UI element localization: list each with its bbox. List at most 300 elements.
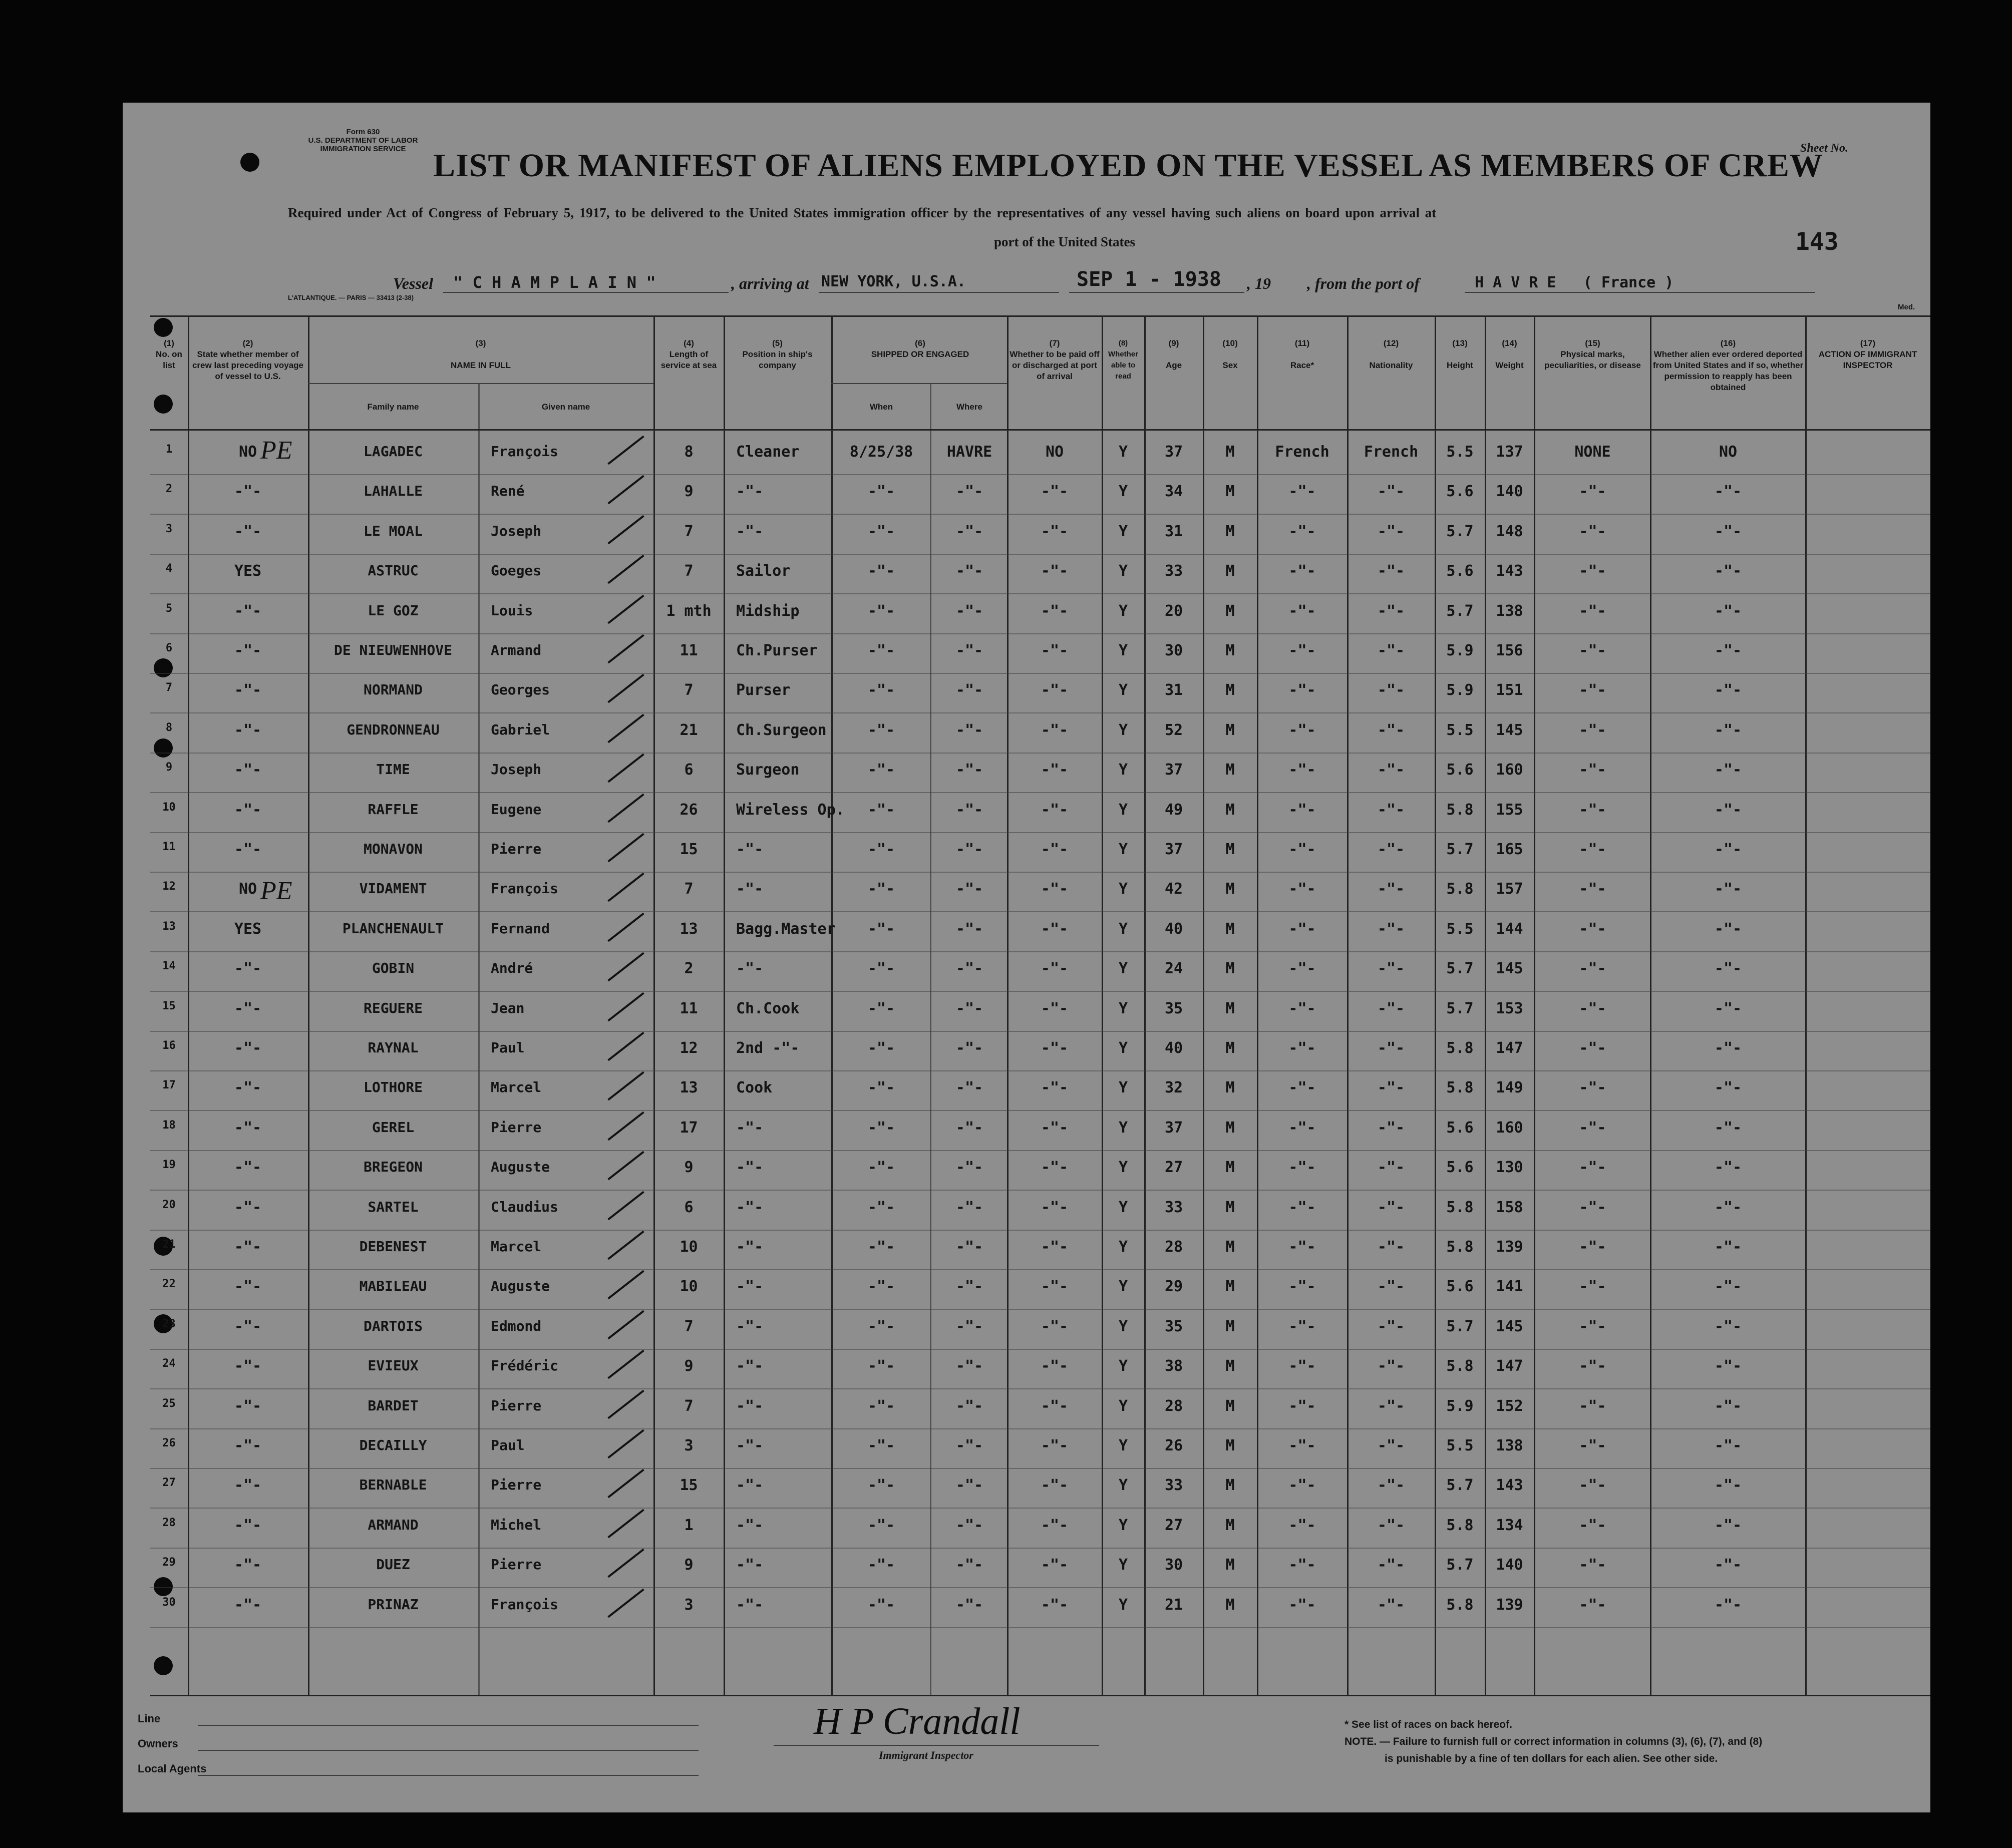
cell-race: -"- [1288,1198,1316,1216]
cell-given: Joseph [491,522,542,539]
cell-height: 5.7 [1446,1476,1474,1495]
cell-given: Fernand [491,920,550,937]
cell-length: 2 [684,960,694,978]
cell-weight: 152 [1496,1397,1523,1415]
cell-sex: M [1225,522,1235,540]
cell-position: -"- [736,1437,764,1454]
cell-paid: -"- [1041,483,1069,501]
cell-race: -"- [1288,1039,1316,1057]
cell-length: 21 [680,721,698,739]
cell-weight: 160 [1496,761,1523,779]
cell-no: 12 [162,880,176,893]
cell-nationality: -"- [1377,1556,1405,1574]
cell-length: 8 [684,443,694,461]
cell-paid: -"- [1041,1516,1069,1534]
cell-paid: -"- [1041,602,1069,620]
cell-deported: -"- [1714,999,1742,1017]
cell-read: Y [1118,721,1128,739]
cell-weight: 153 [1496,999,1523,1017]
cell-sex: M [1225,1238,1235,1256]
cell-height: 5.6 [1446,1119,1474,1137]
cell-paid: -"- [1041,761,1069,779]
cell-race: -"- [1288,721,1316,739]
cell-marks: -"- [1579,1159,1606,1177]
cell-given: Michel [491,1516,542,1533]
col-header-family: Family name [367,402,419,412]
cell-family: GEREL [372,1119,415,1136]
cell-height: 5.6 [1446,562,1474,580]
cell-when: -"- [867,642,895,659]
cell-position: Purser [736,681,791,699]
cell-family: PLANCHENAULT [342,920,444,937]
cell-height: 5.7 [1446,602,1474,620]
cell-weight: 141 [1496,1278,1523,1296]
cell-read: Y [1118,1079,1128,1097]
cell-no: 18 [162,1119,176,1132]
cell-nationality: -"- [1377,522,1405,540]
cell-sex: M [1225,1437,1235,1454]
cell-height: 5.8 [1446,801,1474,819]
cell-when: -"- [867,1397,895,1415]
cell-sex: M [1225,1278,1235,1296]
cell-age: 24 [1164,960,1183,978]
cell-read: Y [1118,642,1128,659]
cell-position: -"- [736,1278,764,1296]
cell-weight: 138 [1496,602,1523,620]
cell-family: RAFFLE [368,801,419,818]
cell-family: ASTRUC [368,562,419,579]
cell-family: LAHALLE [363,483,423,500]
cell-deported: -"- [1714,1159,1742,1177]
cell-position: Cleaner [736,443,800,461]
cell-member: NO [238,443,257,461]
cell-nationality: -"- [1377,562,1405,580]
cell-sex: M [1225,1159,1235,1177]
cell-age: 33 [1164,1198,1183,1216]
cell-nationality: -"- [1377,642,1405,659]
cell-paid: -"- [1041,562,1069,580]
cell-position: -"- [736,1119,764,1137]
punch-hole [240,153,259,172]
cell-paid: -"- [1041,999,1069,1017]
cell-family: ARMAND [368,1516,419,1533]
cell-deported: -"- [1714,1079,1742,1097]
cell-weight: 139 [1496,1238,1523,1256]
cell-given: Georges [491,681,550,698]
cell-read: Y [1118,920,1128,938]
cell-read: Y [1118,999,1128,1017]
cell-deported: -"- [1714,1119,1742,1137]
cell-nationality: -"- [1377,801,1405,819]
cell-sex: M [1225,880,1235,898]
cell-marks: -"- [1579,562,1606,580]
cell-paid: -"- [1041,801,1069,819]
cell-when: -"- [867,1437,895,1454]
cell-paid: -"- [1041,920,1069,938]
cell-paid: -"- [1041,1119,1069,1137]
cell-given: Louis [491,602,533,619]
cell-given: Frédéric [491,1357,558,1374]
cell-paid: -"- [1041,1397,1069,1415]
cell-deported: NO [1719,443,1738,461]
cell-no: 9 [165,761,173,774]
cell-race: -"- [1288,1278,1316,1296]
cell-paid: -"- [1041,841,1069,858]
cell-no: 21 [162,1238,176,1251]
cell-length: 6 [684,1198,694,1216]
cell-when: -"- [867,1159,895,1177]
cell-race: -"- [1288,562,1316,580]
cell-family: DARTOIS [363,1317,423,1334]
cell-when: -"- [867,602,895,620]
cell-where: -"- [955,999,983,1017]
cell-sex: M [1225,602,1235,620]
cell-when: -"- [867,522,895,540]
cell-sex: M [1225,1198,1235,1216]
cell-age: 31 [1164,522,1183,540]
cell-paid: -"- [1041,1476,1069,1495]
cell-length: 6 [684,761,694,779]
cell-sex: M [1225,483,1235,501]
cell-where: -"- [955,642,983,659]
cell-where: -"- [955,1516,983,1534]
cell-where: -"- [955,483,983,501]
cell-length: 7 [684,562,694,580]
cell-given: Paul [491,1039,525,1056]
cell-given: Pierre [491,1556,542,1573]
cell-member: -"- [234,1119,262,1137]
cell-deported: -"- [1714,1278,1742,1296]
cell-nationality: -"- [1377,1596,1405,1614]
cell-height: 5.5 [1446,443,1474,461]
fine-note: NOTE. — Failure to furnish full or correct information in columns (3), (6), (7), and (8) [1345,1736,1763,1747]
cell-deported: -"- [1714,522,1742,540]
cell-family: LAGADEC [363,443,423,460]
cell-read: Y [1118,960,1128,978]
cell-marks: -"- [1579,1198,1606,1216]
cell-height: 5.9 [1446,681,1474,699]
cell-position: -"- [736,1357,764,1375]
cell-given: Gabriel [491,721,550,738]
cell-age: 37 [1164,841,1183,858]
cell-position: Cook [736,1079,773,1097]
cell-family: LE MOAL [363,522,423,539]
cell-read: Y [1118,801,1128,819]
cell-race: -"- [1288,1596,1316,1614]
cell-member: -"- [234,1198,262,1216]
cell-position: -"- [736,1397,764,1415]
col-header-sex: (10) Sex [1222,338,1238,370]
cell-length: 9 [684,1159,694,1177]
cell-sex: M [1225,1556,1235,1574]
cell-read: Y [1118,761,1128,779]
cell-marks: -"- [1579,801,1606,819]
cell-length: 1 [684,1516,694,1534]
cell-sex: M [1225,1516,1235,1534]
cell-member: -"- [234,761,262,779]
cell-marks: -"- [1579,483,1606,501]
cell-height: 5.7 [1446,841,1474,858]
cell-sex: M [1225,1119,1235,1137]
cell-read: Y [1118,1278,1128,1296]
cell-marks: -"- [1579,880,1606,898]
punch-hole [154,658,173,677]
form-number: Form 630 [346,128,380,136]
cell-nationality: -"- [1377,1516,1405,1534]
cell-age: 31 [1164,681,1183,699]
printer-mark: L'ATLANTIQUE. — PARIS — 33413 (2-38) [288,294,414,301]
col-header-where: Where [956,402,982,412]
cell-deported: -"- [1714,602,1742,620]
cell-race: -"- [1288,1556,1316,1574]
cell-position: Ch.Surgeon [736,721,827,739]
manifest-subtitle: Required under Act of Congress of February 5, 1917, to be delivered to the United States immigration officer by the representatives of any vessel having such aliens on board upon arrival at [288,205,1437,220]
cell-family: MONAVON [363,841,423,857]
cell-family: SARTEL [368,1198,419,1215]
cell-nationality: -"- [1377,602,1405,620]
cell-given: Eugene [491,801,542,818]
cell-given: André [491,960,533,977]
cell-where: -"- [955,960,983,978]
med-mark: Med. [1898,303,1915,311]
cell-race: -"- [1288,841,1316,858]
cell-no: 13 [162,920,176,933]
col-header-deported: (16) Whether alien ever ordered deported from United States and if so, whether permission to reapply has been obtained [1652,338,1804,392]
cell-no: 2 [165,483,173,496]
punch-hole [154,738,173,758]
cell-where: -"- [955,1596,983,1614]
cell-when: -"- [867,960,895,978]
cell-race: -"- [1288,761,1316,779]
cell-weight: 149 [1496,1079,1523,1097]
cell-when: -"- [867,1198,895,1216]
cell-paid: -"- [1041,1278,1069,1296]
cell-read: Y [1118,880,1128,898]
cell-paid: -"- [1041,1039,1069,1057]
cell-family: MABILEAU [359,1278,427,1295]
cell-read: Y [1118,522,1128,540]
cell-when: -"- [867,681,895,699]
cell-marks: -"- [1579,1317,1606,1335]
cell-marks: -"- [1579,681,1606,699]
cell-no: 26 [162,1437,176,1449]
cell-member: -"- [234,1238,262,1256]
cell-height: 5.7 [1446,1317,1474,1335]
cell-position: -"- [736,1556,764,1574]
cell-paid: -"- [1041,522,1069,540]
cell-no: 15 [162,999,176,1012]
cell-given: Pierre [491,1119,542,1136]
cell-nationality: -"- [1377,1079,1405,1097]
cell-deported: -"- [1714,1476,1742,1495]
cell-position: -"- [736,483,764,501]
cell-paid: -"- [1041,1437,1069,1454]
fine-note-2: is punishable by a fine of ten dollars for each alien. See other side. [1385,1753,1718,1764]
cell-length: 7 [684,1317,694,1335]
cell-no: 3 [165,522,173,535]
col-header-nationality: (12) Nationality [1369,338,1413,370]
cell-weight: 143 [1496,1476,1523,1495]
cell-deported: -"- [1714,880,1742,898]
cell-height: 5.8 [1446,880,1474,898]
arrival-date: SEP 1 - 1938 [1077,268,1221,291]
cell-paid: -"- [1041,1317,1069,1335]
cell-when: -"- [867,1119,895,1137]
cell-height: 5.8 [1446,1516,1474,1534]
cell-position: -"- [736,880,764,898]
cell-age: 33 [1164,1476,1183,1495]
cell-given: Pierre [491,1476,542,1494]
cell-age: 37 [1164,1119,1183,1137]
cell-member: -"- [234,1476,262,1495]
cell-marks: -"- [1579,602,1606,620]
cell-nationality: -"- [1377,880,1405,898]
cell-length: 9 [684,483,694,501]
punch-hole [154,1656,173,1675]
cell-marks: -"- [1579,1119,1606,1137]
cell-position: 2nd -"- [736,1039,800,1057]
cell-height: 5.8 [1446,1198,1474,1216]
cell-sex: M [1225,642,1235,659]
cell-deported: -"- [1714,801,1742,819]
cell-where: -"- [955,1556,983,1574]
cell-given: Armand [491,642,542,658]
races-note: * See list of races on back hereof. [1345,1719,1512,1730]
cell-read: Y [1118,1397,1128,1415]
cell-nationality: -"- [1377,1238,1405,1256]
cell-member: -"- [234,801,262,819]
vessel-label: Vessel [393,274,433,292]
cell-no: 19 [162,1159,176,1172]
cell-length: 13 [680,920,698,938]
cell-deported: -"- [1714,1238,1742,1256]
cell-race: -"- [1288,681,1316,699]
cell-deported: -"- [1714,681,1742,699]
cell-read: Y [1118,841,1128,858]
cell-where: -"- [955,880,983,898]
inspector-label: Immigrant Inspector [879,1749,973,1761]
cell-read: Y [1118,602,1128,620]
cell-marks: -"- [1579,522,1606,540]
cell-no: 27 [162,1476,176,1490]
col-header-marks: (15) Physical marks, peculiarities, or disease [1544,338,1641,370]
cell-member: -"- [234,522,262,540]
cell-deported: -"- [1714,1556,1742,1574]
cell-sex: M [1225,761,1235,779]
cell-marks: -"- [1579,1397,1606,1415]
arrival-port: NEW YORK, U.S.A. [821,273,966,290]
cell-height: 5.5 [1446,920,1474,938]
cell-height: 5.8 [1446,1596,1474,1614]
cell-deported: -"- [1714,920,1742,938]
cell-race: -"- [1288,960,1316,978]
cell-marks: -"- [1579,999,1606,1017]
cell-length: 7 [684,522,694,540]
cell-marks: -"- [1579,1238,1606,1256]
col-header-length: (4) Length of service at sea [660,338,717,370]
cell-when: -"- [867,1596,895,1614]
cell-when: -"- [867,1079,895,1097]
cell-length: 1 mth [666,602,712,620]
cell-family: TIME [376,761,410,778]
cell-sex: M [1225,920,1235,938]
footer-line-label: Line [138,1712,161,1725]
cell-no: 25 [162,1397,176,1410]
cell-given: Auguste [491,1159,550,1176]
cell-height: 5.6 [1446,483,1474,501]
cell-family: LOTHORE [363,1079,423,1096]
cell-length: 10 [680,1238,698,1256]
col-header-read: (8) Whether able to read [1108,339,1138,381]
cell-when: -"- [867,1238,895,1256]
cell-member: -"- [234,721,262,739]
cell-paid: NO [1045,443,1064,461]
cell-deported: -"- [1714,761,1742,779]
cell-sex: M [1225,1039,1235,1057]
cell-deported: -"- [1714,1516,1742,1534]
cell-marks: -"- [1579,761,1606,779]
cell-when: -"- [867,1516,895,1534]
cell-nationality: -"- [1377,999,1405,1017]
cell-where: -"- [955,920,983,938]
cell-weight: 144 [1496,920,1523,938]
cell-family: RAYNAL [368,1039,419,1056]
cell-nationality: -"- [1377,960,1405,978]
cell-nationality: -"- [1377,1039,1405,1057]
cell-where: -"- [955,1317,983,1335]
cell-member: -"- [234,1039,262,1057]
cell-length: 7 [684,681,694,699]
cell-weight: 145 [1496,721,1523,739]
footer-owners-label: Owners [138,1737,178,1750]
cell-sex: M [1225,721,1235,739]
cell-when: -"- [867,841,895,858]
cell-marks: -"- [1579,1278,1606,1296]
cell-member: -"- [234,1317,262,1335]
cell-race: -"- [1288,1317,1316,1335]
cell-given: Joseph [491,761,542,778]
cell-given: Marcel [491,1238,542,1255]
cell-age: 33 [1164,562,1183,580]
cell-race: -"- [1288,1238,1316,1256]
col-header-given: Given name [541,402,590,412]
cell-weight: 137 [1496,443,1523,461]
cell-where: -"- [955,1119,983,1137]
cell-marks: NONE [1574,443,1611,461]
cell-family: DUEZ [376,1556,410,1573]
cell-where: -"- [955,681,983,699]
cell-read: Y [1118,562,1128,580]
cell-height: 5.6 [1446,761,1474,779]
manifest-title: LIST OR MANIFEST OF ALIENS EMPLOYED ON THE VESSEL AS MEMBERS OF CREW [433,147,1823,184]
cell-race: -"- [1288,483,1316,501]
cell-paid: -"- [1041,1159,1069,1177]
cell-no: 23 [162,1317,176,1330]
cell-marks: -"- [1579,1039,1606,1057]
cell-race: -"- [1288,1357,1316,1375]
cell-weight: 134 [1496,1516,1523,1534]
cell-age: 37 [1164,761,1183,779]
cell-member: -"- [234,642,262,659]
cell-nationality: -"- [1377,841,1405,858]
cell-height: 5.5 [1446,721,1474,739]
cell-member: -"- [234,483,262,501]
cell-age: 26 [1164,1437,1183,1454]
cell-length: 26 [680,801,698,819]
cell-no: 6 [165,642,173,654]
manifest-subtitle-2: port of the United States [994,234,1135,249]
cell-sex: M [1225,1317,1235,1335]
